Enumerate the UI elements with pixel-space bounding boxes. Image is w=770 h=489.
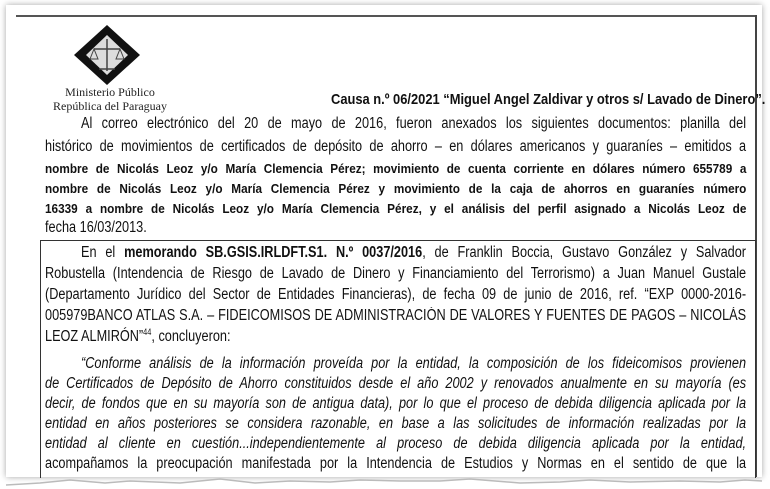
torn-edge xyxy=(0,477,770,489)
text-segment: , concluyeron: xyxy=(151,328,231,345)
text-line: de Certificados de Depósito de Ahorro constituidos desde el año 2002 y renovados anualmente en su mayoría (es xyxy=(45,375,747,392)
text-line: histórico de movimientos de certificados de depósito de ahorro – en dólares americanos y guaraníes – emitidos a xyxy=(45,138,747,155)
case-title: Causa n.º 06/2021 “Miguel Angel Zaldivar y otros s/ Lavado de Dinero”. xyxy=(331,91,766,108)
institution-line2: República del Paraguay xyxy=(53,99,167,113)
text-line: nombre de Nicolás Leoz y/o María Clemencia Pérez y movimiento de la caja de ahorros en guaraníes número xyxy=(45,181,747,196)
text-line-cut: acompañamos la preocupación manifestada por la Intendencia de Estudios y Normas en el sentido de que la xyxy=(45,455,747,472)
text-line xyxy=(81,244,746,262)
institution-line1: Ministerio Público xyxy=(65,85,155,99)
text-line: entidad en años posteriores se considera razonable, en base a las solicitudes de información realizadas por la xyxy=(45,415,747,432)
text-line: Robustella (Intendencia de Riesgo de Lavado de Dinero y Financiamiento del Terrorismo) a Juan Manuel Gustale xyxy=(45,265,747,282)
text-line: nombre de Nicolás Leoz y/o María Clemencia Pérez; movimiento de cuenta corriente en dólares número 655789 a xyxy=(45,161,747,176)
text-line xyxy=(45,328,746,346)
text-line: “Conforme análisis de la información proveída por la entidad, la composición de los fideicomisos provienen xyxy=(81,355,747,372)
text-line: 16339 a nombre de Nicolás Leoz y/o María Clemencia Pérez, y el análisis del perfil asignado a Nicolás Leoz de xyxy=(45,201,747,216)
document-page xyxy=(6,5,766,477)
text-line: 005979BANCO ATLAS S.A. – FIDEICOMISOS DE ADMINISTRACIÓN DE VALORES Y FUENTES DE PAGOS – NICOLÁS xyxy=(45,307,747,324)
text-line: Al correo electrónico del 20 de mayo de 2016, fueron anexados los siguientes documentos: planilla del xyxy=(81,115,747,132)
top-rule xyxy=(16,15,756,17)
text-line: (Departamento Jurídico del Sector de Entidades Financieras), de fecha 09 de junio de 2016, ref. “EXP 0000-2016- xyxy=(45,286,747,303)
footnote-marker: 44 xyxy=(143,326,152,337)
memo-reference: memorando SB.GSIS.IRLDFT.S1. N.º 0037/2016 xyxy=(124,244,423,261)
text-line: decir, de fondos que en su mayoría son de antigua data), por lo que el proceso de debida diligencia aplicada por la xyxy=(45,395,747,412)
text-segment: LEOZ ALMIRÓN” xyxy=(45,328,144,345)
text-segment: , de Franklin Boccia, Gustavo González y Salvador xyxy=(422,244,747,261)
text-segment: En el xyxy=(81,244,125,261)
text-line: entidad al cliente en cuestión...independientemente al proceso de debida diligencia aplicada por la entidad, xyxy=(45,435,747,452)
institution-name xyxy=(40,85,180,113)
ministerio-publico-logo xyxy=(72,25,142,85)
text-line: fecha 16/03/2013. xyxy=(45,219,147,236)
